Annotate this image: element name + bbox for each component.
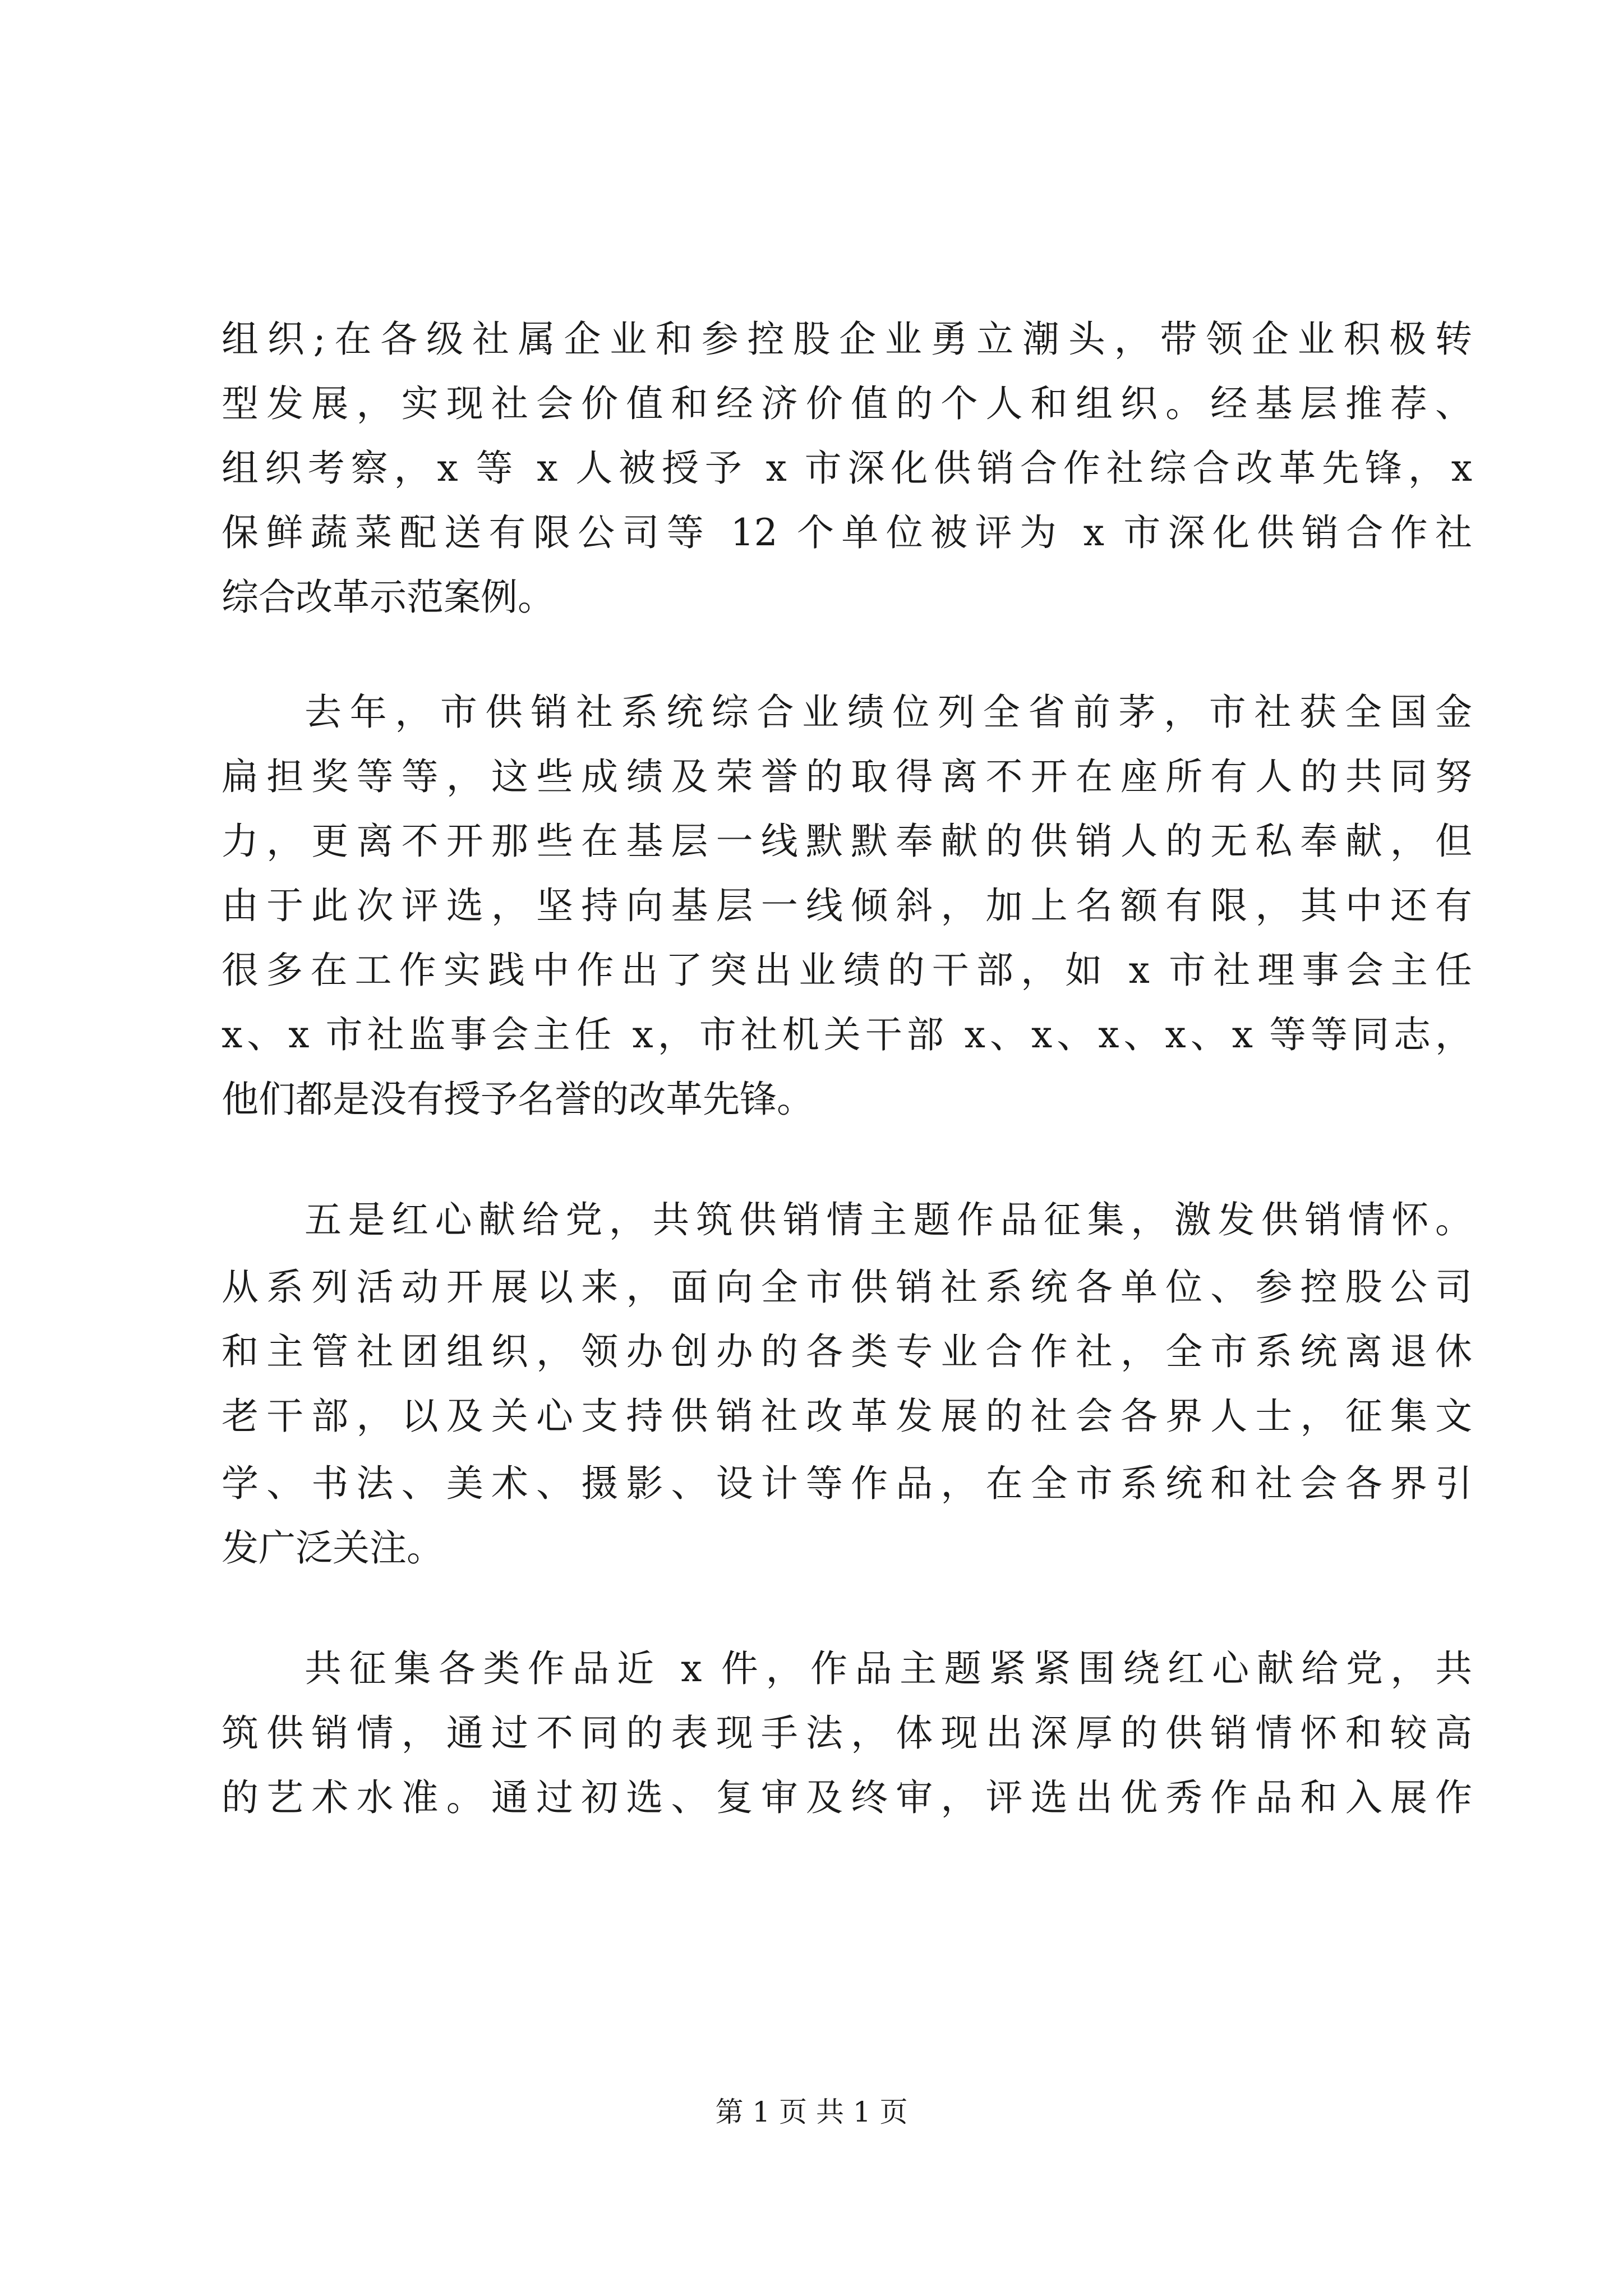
text-line: 发广泛关注。	[222, 1526, 444, 1570]
paragraph-first-line: 去年，市供销社系统综合业绩位列全省前茅，市社获全国金	[305, 691, 1472, 734]
paragraph-first-line: 共征集各类作品近 x 件，作品主题紧紧围绕红心献给党，共	[305, 1647, 1472, 1690]
page-footer: 第 1 页 共 1 页	[715, 2096, 908, 2128]
text-line: 型发展，实现社会价值和经济价值的个人和组织。经基层推荐、	[222, 382, 1472, 425]
text-line: 保鲜蔬菜配送有限公司等 12 个单位被评为 x 市深化供销合作社	[222, 511, 1472, 554]
text-line: 力，更离不开那些在基层一线默默奉献的供销人的无私奉献，但	[222, 820, 1472, 863]
text-line: 筑供销情，通过不同的表现手法，体现出深厚的供销情怀和较高	[222, 1711, 1472, 1755]
text-line: 组织;在各级社属企业和参控股企业勇立潮头，带领企业积极转	[222, 318, 1472, 361]
text-line: 的艺术水准。通过初选、复审及终审，评选出优秀作品和入展作	[222, 1776, 1472, 1819]
text-line: 他们都是没有授予名誉的改革先锋。	[222, 1078, 814, 1121]
text-line: 由于此次评选，坚持向基层一线倾斜，加上名额有限，其中还有	[222, 884, 1472, 927]
text-line: 从系列活动开展以来，面向全市供销社系统各单位、参控股公司	[222, 1266, 1472, 1309]
text-line: 和主管社团组织，领办创办的各类专业合作社，全市系统离退休	[222, 1330, 1472, 1373]
text-line: 学、书法、美术、摄影、设计等作品，在全市系统和社会各界引	[222, 1462, 1472, 1505]
text-line: 老干部，以及关心支持供销社改革发展的社会各界人士，征集文	[222, 1395, 1472, 1438]
text-line: 综合改革示范案例。	[222, 576, 555, 619]
text-line: 很多在工作实践中作出了突出业绩的干部，如 x 市社理事会主任	[222, 949, 1472, 992]
text-line: 组织考察，x 等 x 人被授予 x 市深化供销合作社综合改革先锋，x	[222, 447, 1472, 490]
text-line: x、x 市社监事会主任 x，市社机关干部 x、x、x、x、x 等等同志，	[222, 1013, 1472, 1056]
paragraph-first-line: 五是红心献给党，共筑供销情主题作品征集，激发供销情怀。	[305, 1198, 1472, 1241]
text-line: 扁担奖等等，这些成绩及荣誉的取得离不开在座所有人的共同努	[222, 755, 1472, 798]
